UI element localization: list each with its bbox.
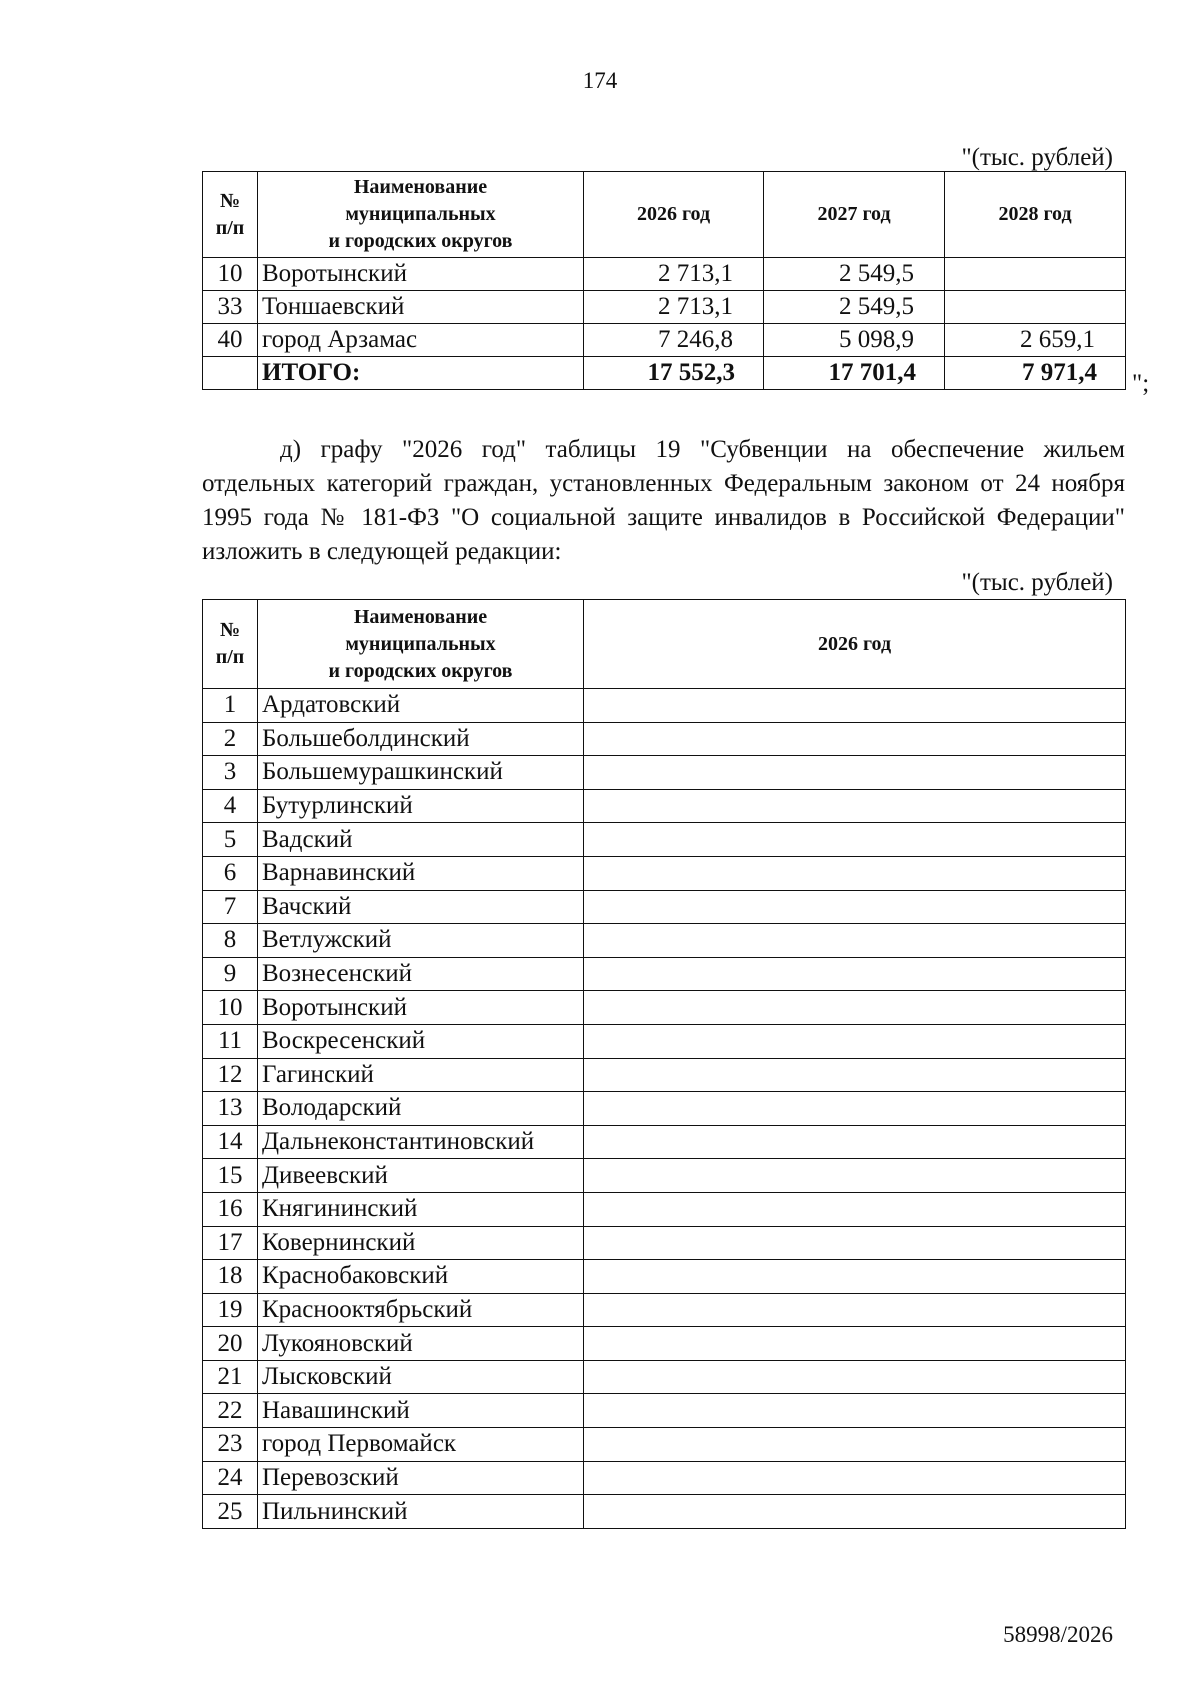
row-number: 1 [203,689,258,723]
district-name: Воротынский [258,258,584,291]
value-2027: 2 549,5 [764,291,945,324]
table-row [203,1260,1126,1294]
table-header-row [203,172,1126,258]
table-row [203,258,1126,291]
table-row [203,722,1126,756]
table-row [203,1058,1126,1092]
row-number: 6 [203,856,258,890]
value-2026 [584,991,1126,1025]
value-2026 [584,1058,1126,1092]
table-row [203,1226,1126,1260]
district-name: Большеболдинский [258,722,584,756]
table-row [203,1327,1126,1361]
value-2026 [584,1327,1126,1361]
value-2028 [945,291,1126,324]
value-2026 [584,1192,1126,1226]
district-name: город Первомайск [258,1428,584,1462]
table-row [203,1428,1126,1462]
row-number: 13 [203,1092,258,1126]
district-name: Княгининский [258,1192,584,1226]
row-number: 12 [203,1058,258,1092]
header-2026: 2026 год [584,172,764,258]
row-number: 23 [203,1428,258,1462]
row-number: 4 [203,789,258,823]
row-number: 10 [203,991,258,1025]
value-2026 [584,1024,1126,1058]
district-name: Воскресенский [258,1024,584,1058]
value-2027: 2 549,5 [764,258,945,291]
row-number: 24 [203,1461,258,1495]
value-2026 [584,924,1126,958]
value-2026 [584,1428,1126,1462]
value-2026 [584,1461,1126,1495]
district-name: Дальнеконстантиновский [258,1125,584,1159]
value-2026 [584,1293,1126,1327]
total-2026: 17 552,3 [584,357,764,390]
row-number: 20 [203,1327,258,1361]
value-2026: 7 246,8 [584,324,764,357]
table-row [203,291,1126,324]
district-name: Ардатовский [258,689,584,723]
value-2026 [584,823,1126,857]
header-name: Наименование муниципальных и городских округов [258,172,584,258]
units-label-table1: "(тыс. рублей) [961,144,1113,171]
row-number: 25 [203,1495,258,1529]
row-number: 14 [203,1125,258,1159]
table-row [203,1024,1126,1058]
district-name: Варнавинский [258,856,584,890]
row-number: 5 [203,823,258,857]
header-2028: 2028 год [945,172,1126,258]
table-row [203,1192,1126,1226]
district-name: Пильнинский [258,1495,584,1529]
page-number: 174 [582,68,618,93]
district-name: Вознесенский [258,957,584,991]
table-row [203,756,1126,790]
table-row [203,957,1126,991]
value-2027: 5 098,9 [764,324,945,357]
value-2028 [945,258,1126,291]
row-number: 7 [203,890,258,924]
subsidy-table-19 [202,599,1126,1529]
row-number: 18 [203,1260,258,1294]
row-number: 17 [203,1226,258,1260]
value-2026 [584,1394,1126,1428]
row-number: 8 [203,924,258,958]
district-name: Лукояновский [258,1327,584,1361]
document-code: 58998/2026 [1003,1622,1113,1647]
value-2026 [584,756,1126,790]
units-label-table2: "(тыс. рублей) [961,569,1113,596]
district-name: Большемурашкинский [258,756,584,790]
district-name: Лысковский [258,1360,584,1394]
district-name: Ковернинский [258,1226,584,1260]
district-name: Бутурлинский [258,789,584,823]
table-row [203,324,1126,357]
table-row [203,1125,1126,1159]
table-row [203,1495,1126,1529]
total-2027: 17 701,4 [764,357,945,390]
value-2026 [584,1226,1126,1260]
row-number: 2 [203,722,258,756]
district-name: Краснобаковский [258,1260,584,1294]
header-num: № п/п [203,172,258,258]
district-name: Перевозский [258,1461,584,1495]
district-name: Гагинский [258,1058,584,1092]
value-2026 [584,1360,1126,1394]
row-number: 3 [203,756,258,790]
district-name: Краснооктябрьский [258,1293,584,1327]
header-2027: 2027 год [764,172,945,258]
row-number: 21 [203,1360,258,1394]
value-2026 [584,890,1126,924]
row-number: 22 [203,1394,258,1428]
table-row [203,1394,1126,1428]
row-number: 11 [203,1024,258,1058]
table-row [203,1159,1126,1193]
value-2026 [584,957,1126,991]
total-2028: 7 971,4 [945,357,1126,390]
row-number: 10 [203,258,258,291]
table-row [203,924,1126,958]
row-number: 19 [203,1293,258,1327]
district-name: Дивеевский [258,1159,584,1193]
table-row [203,1461,1126,1495]
table-row [203,991,1126,1025]
total-row [203,357,1126,390]
value-2026: 2 713,1 [584,258,764,291]
district-name: Вадский [258,823,584,857]
district-name: Тоншаевский [258,291,584,324]
value-2026 [584,1125,1126,1159]
value-2026 [584,1159,1126,1193]
table-row [203,856,1126,890]
value-2026 [584,689,1126,723]
value-2026 [584,1092,1126,1126]
district-name: Володарский [258,1092,584,1126]
value-2026 [584,789,1126,823]
row-number: 15 [203,1159,258,1193]
district-name: Вачский [258,890,584,924]
district-name: город Арзамас [258,324,584,357]
district-name: Ветлужский [258,924,584,958]
value-2026 [584,1260,1126,1294]
header-num: № п/п [203,600,258,689]
row-number: 9 [203,957,258,991]
amendment-paragraph: д) графу "2026 год" таблицы 19 "Субвенции на обеспечение жильем отдельных категорий граждан, установленных Федеральным законом от 24 ноября 1995 года № 181-ФЗ "О социальной защите инвалидов в Российской Федерации" изложить в следующей редакции: [202,436,1125,565]
header-name: Наименование муниципальных и городских округов [258,600,584,689]
table-row [203,1293,1126,1327]
table-row [203,1092,1126,1126]
district-name: Воротынский [258,991,584,1025]
table1-closing-mark: "; [1132,370,1150,397]
district-name: Навашинский [258,1394,584,1428]
row-number: 16 [203,1192,258,1226]
subsidy-table-1 [202,171,1126,390]
total-label: ИТОГО: [258,357,584,390]
table-row [203,789,1126,823]
table-row [203,1360,1126,1394]
value-2028: 2 659,1 [945,324,1126,357]
table-row [203,689,1126,723]
total-num-empty [203,357,258,390]
table-header-row [203,600,1126,689]
value-2026 [584,856,1126,890]
header-2026: 2026 год [584,600,1126,689]
value-2026 [584,722,1126,756]
value-2026: 2 713,1 [584,291,764,324]
row-number: 40 [203,324,258,357]
value-2026 [584,1495,1126,1529]
table-row [203,890,1126,924]
row-number: 33 [203,291,258,324]
table-row [203,823,1126,857]
